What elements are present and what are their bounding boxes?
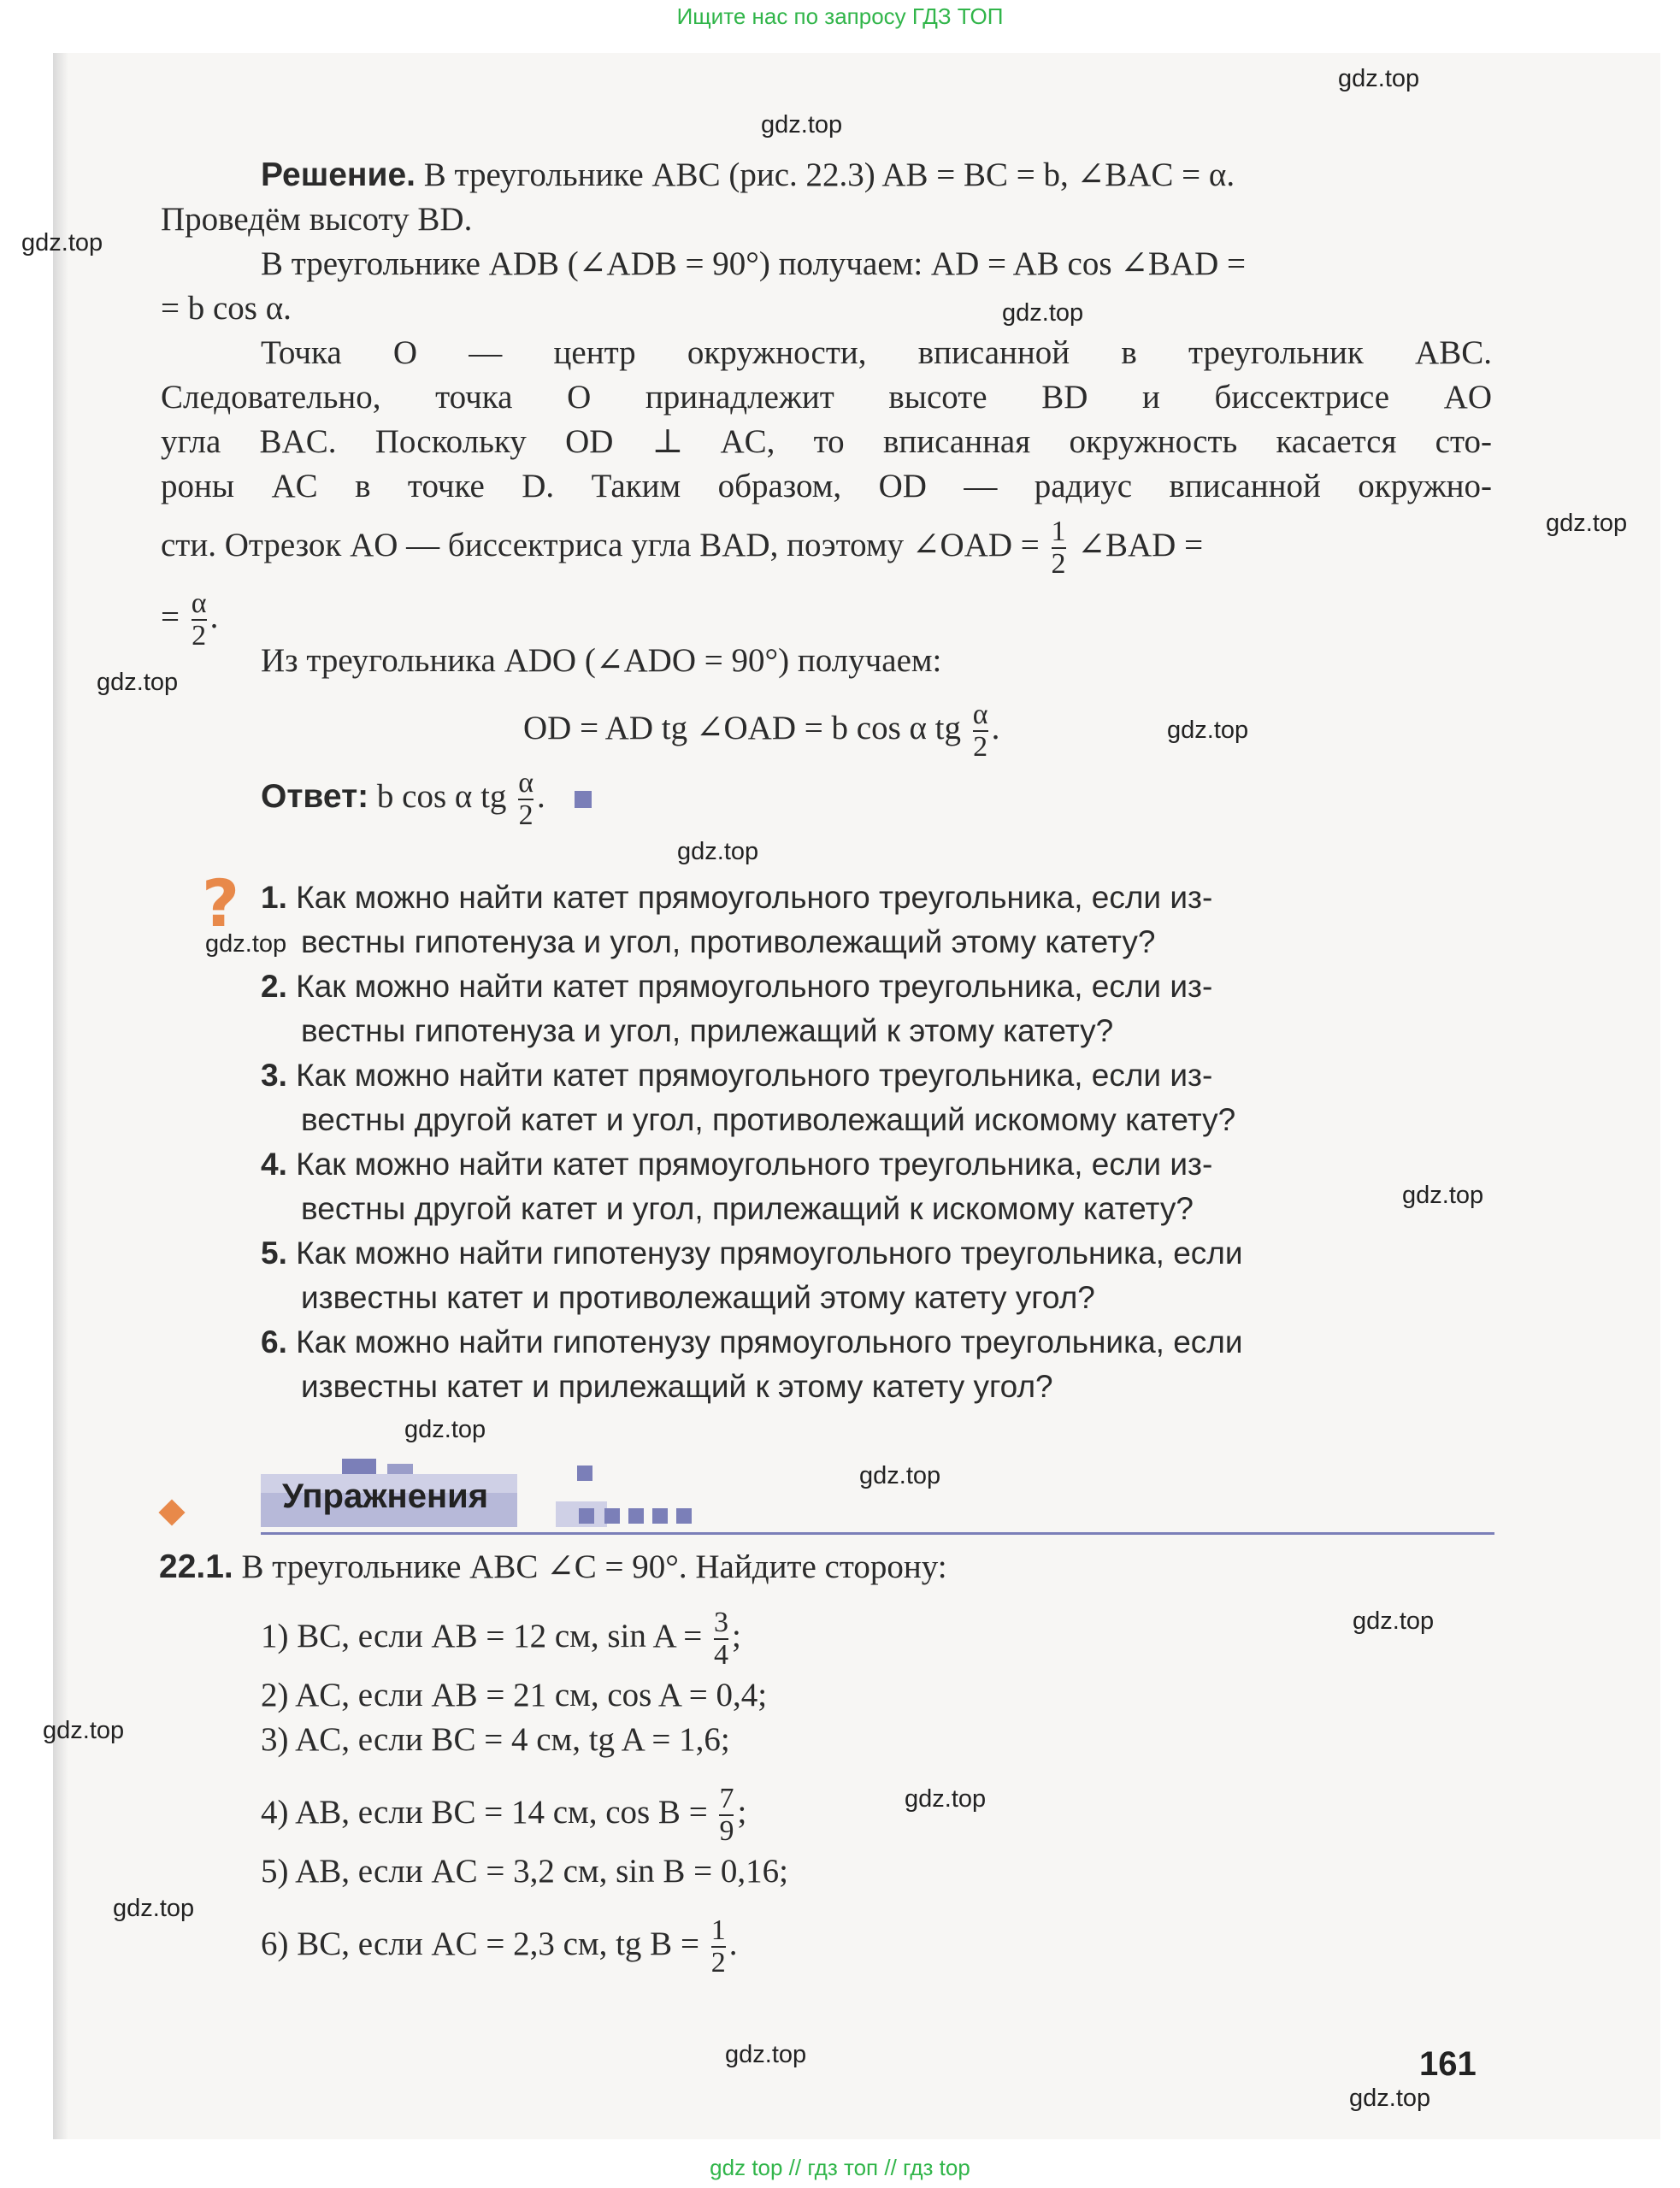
section-divider xyxy=(261,1532,1494,1535)
watermark: gdz.top xyxy=(1349,2085,1431,2112)
question-1-line-b: вестны гипотенуза и угол, противолежащий этому катету? xyxy=(301,924,1156,959)
question-number: 2. xyxy=(261,969,287,1004)
solution-line-11: Из треугольника ADO (∠ADO = 90°) получаем: xyxy=(261,642,942,679)
exercise-task xyxy=(159,1546,947,1589)
watermark: gdz.top xyxy=(725,2041,807,2068)
fraction xyxy=(518,768,533,831)
watermark: gdz.top xyxy=(677,838,759,865)
fraction xyxy=(1052,516,1066,580)
question-1-line-a xyxy=(261,876,1212,919)
exercise-item-text: 4) AB, если BC = 14 см, cos B = xyxy=(261,1793,708,1831)
question-4-line-b: вестны другой катет и угол, прилежащий к искомому катету? xyxy=(301,1191,1194,1226)
watermark: gdz.top xyxy=(21,229,103,257)
fraction-numerator: 3 xyxy=(713,1607,728,1638)
fraction-numerator: α xyxy=(972,699,988,730)
question-text: Как можно найти катет прямоугольного треугольника, если из- xyxy=(296,880,1213,915)
watermark: gdz.top xyxy=(1546,510,1628,537)
question-number: 1. xyxy=(261,880,287,915)
fraction-numerator: α xyxy=(518,767,534,799)
page-shadow xyxy=(53,53,68,2139)
solution-line-4: = b cos α. xyxy=(161,290,292,327)
question-4-line-a xyxy=(261,1143,1212,1186)
solution-label: Решение. xyxy=(261,156,416,193)
fraction-numerator: α xyxy=(191,587,207,619)
answer-text: b cos α tg xyxy=(376,777,507,815)
solution-line-9 xyxy=(161,516,1203,580)
question-text: Как можно найти гипотенузу прямоугольного треугольника, если xyxy=(296,1324,1243,1359)
solution-text: = xyxy=(161,598,180,635)
exercise-number: 22.1. xyxy=(159,1548,233,1585)
solution-line-3: В треугольнике ADB (∠ADB = 90°) получаем: AD = AB cos ∠BAD = xyxy=(261,245,1247,282)
watermark: gdz.top xyxy=(761,111,843,139)
fraction xyxy=(192,588,207,652)
fraction-denominator: 4 xyxy=(713,1639,728,1671)
question-2-line-b: вестны гипотенуза и угол, прилежащий к этому катету? xyxy=(301,1013,1114,1048)
question-text: Как можно найти катет прямоугольного треугольника, если из- xyxy=(296,969,1213,1004)
watermark: gdz.top xyxy=(1353,1607,1435,1635)
question-number: 3. xyxy=(261,1058,287,1093)
exercise-item-5: 5) AB, если AC = 3,2 см, sin B = 0,16; xyxy=(261,1853,788,1890)
fraction-denominator: 2 xyxy=(710,1947,726,1979)
watermark: gdz.top xyxy=(1167,717,1249,744)
question-number: 4. xyxy=(261,1147,287,1182)
question-text: Как можно найти катет прямоугольного треугольника, если из- xyxy=(296,1147,1213,1182)
watermark: gdz.top xyxy=(404,1416,486,1443)
watermark: gdz.top xyxy=(1338,65,1420,92)
fraction xyxy=(719,1784,734,1847)
exercise-item-text: 1) BC, если AB = 12 см, sin A = xyxy=(261,1617,703,1654)
page-number: 161 xyxy=(1419,2045,1477,2083)
question-2-line-a xyxy=(261,965,1212,1008)
formula-text: OD = AD tg ∠OAD = b cos α tg xyxy=(523,709,962,746)
solution-line-5: Точка O — центр окружности, вписанной в треугольник ABC. xyxy=(261,334,1492,371)
punctuation: ; xyxy=(737,1793,747,1831)
fraction-denominator: 2 xyxy=(973,731,988,763)
exercise-item-text: 6) BC, если AC = 2,3 см, tg B = xyxy=(261,1925,699,1962)
punctuation: . xyxy=(728,1925,738,1962)
question-3-line-a xyxy=(261,1054,1212,1097)
exercise-item-1 xyxy=(261,1607,741,1671)
exercise-item-2: 2) AC, если AB = 21 см, cos A = 0,4; xyxy=(261,1677,768,1713)
watermark: gdz.top xyxy=(1002,299,1084,327)
top-banner[interactable]: Ищите нас по запросу ГДЗ ТОП xyxy=(676,3,1004,29)
exercise-item-4 xyxy=(261,1784,746,1847)
question-5-line-a xyxy=(261,1232,1243,1275)
question-3-line-b: вестны другой катет и угол, противолежащий искомому катету? xyxy=(301,1102,1236,1137)
fraction-numerator: 1 xyxy=(1051,516,1066,547)
solution-text: сти. Отрезок AO — биссектриса угла BAD, поэтому ∠OAD = xyxy=(161,526,1040,563)
solution-line-6: Следовательно, точка O принадлежит высоте BD и биссектрисе AO xyxy=(161,379,1492,416)
exercise-item-3: 3) AC, если BC = 4 см, tg A = 1,6; xyxy=(261,1721,730,1758)
exercise-item-6 xyxy=(261,1915,737,1979)
fraction xyxy=(711,1915,726,1979)
fraction-numerator: 1 xyxy=(710,1914,726,1946)
question-number: 5. xyxy=(261,1236,287,1271)
solution-line-8: роны AC в точке D. Таким образом, OD — радиус вписанной окружно- xyxy=(161,468,1492,504)
solution-text: В треугольнике ABC (рис. 22.3) AB = BC = b, ∠BAC = α. xyxy=(415,156,1235,193)
fraction xyxy=(973,699,988,763)
watermark: gdz.top xyxy=(97,669,179,696)
watermark: gdz.top xyxy=(905,1785,987,1813)
punctuation: ; xyxy=(731,1617,741,1654)
watermark: gdz.top xyxy=(43,1717,125,1744)
solution-formula: OD = AD tg ∠OAD = b cos α tg $\frac{\alpha}{2}$ . xyxy=(523,699,1000,763)
question-text: Как можно найти катет прямоугольного треугольника, если из- xyxy=(296,1058,1213,1093)
fraction xyxy=(714,1607,728,1671)
watermark: gdz.top xyxy=(205,930,287,958)
answer-line: Ответ: b cos α tg $\frac{\alpha}{2}$ . xyxy=(261,768,592,831)
solution-line-10: = $\frac{\alpha}{2}$ . xyxy=(161,587,219,652)
solution-line-2: Проведём высоту BD. xyxy=(161,201,473,238)
solution-text: ∠BAD = xyxy=(1077,526,1204,563)
question-icon: ? xyxy=(202,865,240,941)
question-text: Как можно найти гипотенузу прямоугольного треугольника, если xyxy=(296,1236,1243,1271)
question-number: 6. xyxy=(261,1324,287,1359)
watermark: gdz.top xyxy=(113,1895,195,1922)
question-6-line-a xyxy=(261,1321,1243,1364)
question-6-line-b: известны катет и прилежащий к этому катету угол? xyxy=(301,1369,1053,1404)
exercises-title: Упражнения xyxy=(282,1477,489,1515)
answer-label: Ответ: xyxy=(261,777,369,815)
question-5-line-b: известны катет и противолежащий этому катету угол? xyxy=(301,1280,1095,1315)
fraction-denominator: 2 xyxy=(518,799,533,831)
end-of-proof-icon xyxy=(575,791,592,808)
exercise-text: В треугольнике ABC ∠C = 90°. Найдите сторону: xyxy=(233,1548,947,1585)
watermark: gdz.top xyxy=(859,1462,941,1489)
fraction-denominator: 2 xyxy=(1051,548,1066,580)
fraction-denominator: 9 xyxy=(719,1815,734,1847)
bottom-banner[interactable]: gdz top // гдз топ // гдз top xyxy=(710,2155,970,2180)
watermark: gdz.top xyxy=(1402,1182,1484,1209)
solution-line-1 xyxy=(261,154,1235,197)
fraction-numerator: 7 xyxy=(719,1783,734,1814)
solution-line-7: угла BAC. Поскольку OD ⊥ AC, то вписанная окружность касается сто- xyxy=(161,423,1492,460)
fraction-denominator: 2 xyxy=(192,620,207,652)
